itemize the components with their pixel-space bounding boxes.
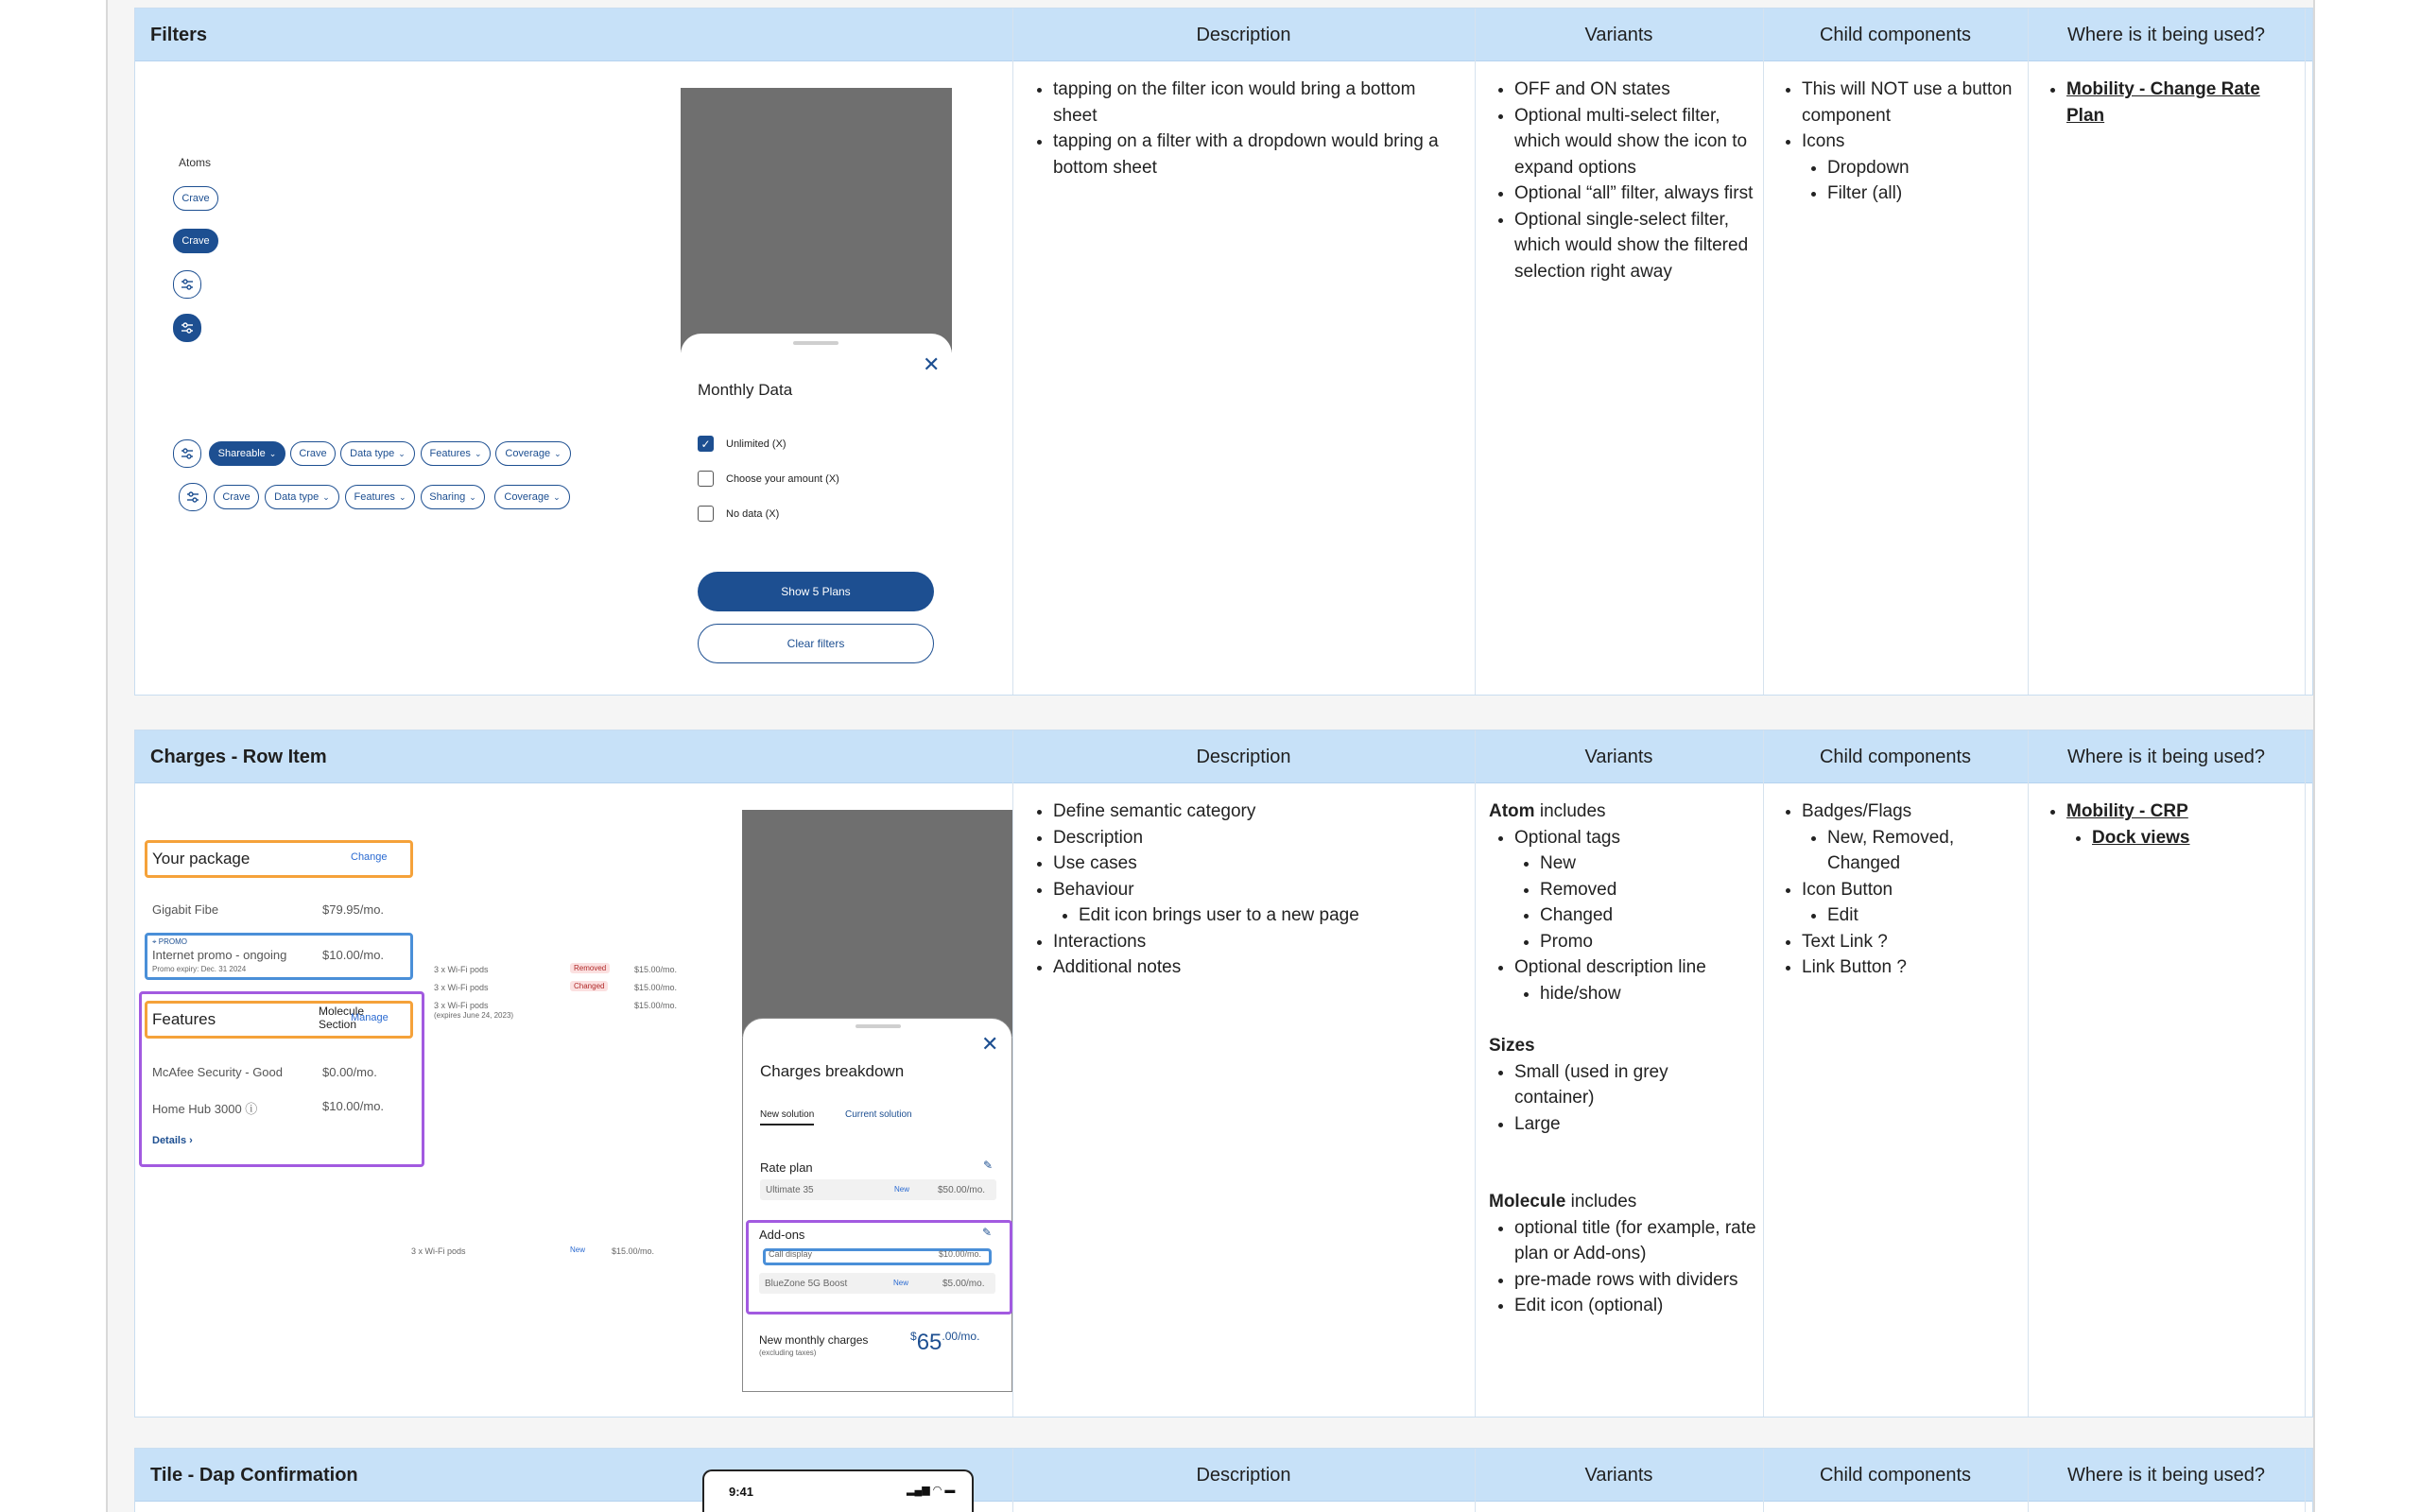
removed-tag: Removed [570, 963, 610, 973]
list-item: • Promo [1540, 929, 1754, 955]
list-item: • Small (used in grey container) [1514, 1059, 1678, 1111]
header-child-components: Child components [1819, 747, 1972, 767]
list-item-label: Badges/Flags [1802, 801, 1912, 821]
list-item: • New, Removed, Changed [1827, 825, 1969, 877]
list-item: • hide/show [1540, 981, 1754, 1007]
charges-where-used [2041, 799, 2296, 850]
list-item: • tapping on the filter icon would bring a bottom sheet [1053, 77, 1462, 129]
col-divider [1763, 9, 1764, 695]
list-item: • Edit icon brings user to a new page [1079, 902, 1462, 929]
atom-chip-off[interactable]: Crave [173, 186, 218, 211]
checkbox[interactable] [698, 471, 714, 487]
atom-chip-on[interactable]: Crave [173, 229, 218, 253]
changed-tag: Changed [570, 981, 608, 991]
promo-price: $10.00/mo. [322, 948, 385, 962]
list-item: • Use cases [1053, 850, 1462, 877]
features-title: Features [152, 1010, 216, 1028]
list-item-label: Optional description line [1514, 957, 1706, 977]
chevron-right-icon: › [189, 1135, 193, 1146]
col-divider [1763, 1449, 1764, 1512]
header-where-used: Where is it being used? [2066, 25, 2265, 45]
list-item: • Optional “all” filter, always first [1514, 180, 1754, 207]
list-item [1514, 825, 1754, 955]
sheet-title: Monthly Data [698, 381, 793, 399]
mini-row-price: $15.00/mo. [634, 965, 678, 974]
list-item-label: Icon Button [1802, 879, 1893, 900]
filter-chip-data-type[interactable] [340, 441, 415, 466]
total-note: (excluding taxes) [759, 1349, 817, 1357]
atom-filter-icon-on[interactable] [173, 314, 201, 342]
tile-title: Tile - Dap Confirmation [150, 1465, 358, 1486]
chevron-down-icon: ⌄ [268, 448, 277, 458]
list-item [1053, 877, 1462, 929]
chip-label: Crave [222, 491, 251, 503]
rate-plan-item: Ultimate 35 [766, 1185, 814, 1195]
filter-icon [185, 490, 200, 505]
list-item: • This will NOT use a button component [1802, 77, 2022, 129]
feature-price: $10.00/mo. [322, 1099, 385, 1113]
list-item: • Optional multi-select filter, which would show the icon to expand options [1514, 103, 1754, 181]
charges-header [135, 730, 2312, 783]
show-plans-button[interactable]: Show 5 Plans [698, 572, 934, 611]
atom-list [1489, 825, 1754, 1007]
feature-label: McAfee Security - Good [152, 1065, 283, 1079]
option-choose-amount[interactable] [698, 471, 839, 487]
feature-label [152, 1099, 257, 1117]
sheet-backdrop [742, 810, 1012, 1037]
list-item [2066, 799, 2296, 850]
mini-row-label: 3 x Wi-Fi pods [434, 1001, 489, 1010]
close-icon[interactable]: ✕ [981, 1032, 999, 1056]
addon-label: Call display [769, 1249, 813, 1259]
charges-child-components [1776, 799, 2022, 981]
rate-plan-label: Rate plan [760, 1160, 813, 1175]
filters-table [134, 8, 2313, 696]
filter-icon-button[interactable] [173, 439, 201, 468]
list-item: • Removed [1540, 877, 1754, 903]
where-used-link[interactable]: Mobility - CRP [2066, 801, 2188, 821]
list-item: • Description [1053, 825, 1462, 851]
header-where-used: Where is it being used? [2066, 1465, 2265, 1486]
promo-tag-label: PROMO [158, 937, 187, 946]
chevron-down-icon: ⌄ [398, 491, 406, 502]
total-amount [910, 1330, 979, 1356]
promo-label: Internet promo - ongoing [152, 948, 287, 962]
atom-filter-icon-off[interactable] [173, 270, 201, 299]
row-price: $79.95/mo. [322, 902, 385, 917]
filter-icon-button[interactable] [179, 483, 207, 511]
list-item: • pre-made rows with dividers [1514, 1267, 1758, 1294]
option-no-data[interactable] [698, 506, 779, 522]
filters-description [1028, 77, 1462, 180]
col-divider [2028, 9, 2029, 695]
option-label: Choose your amount (X) [726, 472, 839, 485]
chevron-down-icon: ⌄ [554, 448, 562, 458]
list-item [2066, 77, 2296, 129]
tile-table [134, 1448, 2313, 1512]
feature-name: Home Hub 3000 [152, 1102, 242, 1116]
chip-label: Crave [299, 448, 327, 459]
filters-header [135, 9, 2312, 61]
chip-label: Shareable [217, 448, 266, 459]
chip-label: Coverage [505, 448, 551, 459]
list-item: • Edit icon (optional) [1514, 1293, 1758, 1319]
filter-icon [180, 277, 195, 292]
filter-icon [180, 320, 195, 335]
change-link[interactable]: Change [351, 851, 388, 863]
filter-chip-shareable[interactable] [209, 441, 285, 466]
sizes-heading: Sizes [1489, 1036, 1535, 1056]
phone-time: 9:41 [729, 1485, 754, 1499]
list-item [2092, 825, 2296, 851]
tag-icon: ⌖ [152, 937, 157, 946]
edit-icon[interactable]: ✎ [983, 1159, 994, 1172]
list-item-label: Icons [1802, 131, 1845, 151]
col-divider [1475, 1449, 1476, 1512]
list-item-label: Behaviour [1053, 879, 1134, 900]
option-label: Unlimited (X) [726, 438, 786, 450]
filters-where-used [2041, 77, 2296, 129]
list-item: • Large [1514, 1111, 1678, 1138]
close-icon[interactable]: ✕ [923, 352, 941, 376]
addon-label: BlueZone 5G Boost [765, 1279, 848, 1289]
chip-label: Data type [274, 491, 320, 503]
sheet-backdrop [681, 88, 952, 352]
filter-chip-data-type[interactable] [265, 485, 339, 509]
package-title: Your package [152, 850, 251, 868]
new-tag: New [570, 1246, 586, 1254]
chip-label: Coverage [504, 491, 550, 503]
list-item: • Edit [1827, 902, 2022, 929]
filter-chip-coverage[interactable] [494, 485, 570, 509]
phone-mockup [702, 1469, 974, 1512]
edit-icon[interactable]: ✎ [982, 1226, 993, 1239]
col-divider [1763, 730, 1764, 1417]
tab-new-solution[interactable]: New solution [760, 1109, 814, 1125]
total-label: New monthly charges [759, 1333, 869, 1347]
addon-tag: New [893, 1279, 909, 1287]
list-item: • Interactions [1053, 929, 1462, 955]
molecule-list [1489, 1215, 1758, 1319]
list-item: • Changed [1540, 902, 1754, 929]
where-used-link[interactable]: Dock views [2092, 827, 2190, 848]
mini-row-label: 3 x Wi-Fi pods [434, 983, 489, 992]
chip-label: Sharing [429, 491, 466, 503]
col-divider [2305, 1449, 2306, 1512]
manage-link[interactable]: Manage [351, 1012, 389, 1023]
mini-row-price: $15.00/mo. [634, 1001, 678, 1010]
col-divider [2028, 730, 2029, 1417]
col-divider [1475, 9, 1476, 695]
chip-label: Features [429, 448, 471, 459]
header-child-components: Child components [1819, 25, 1972, 45]
info-icon[interactable]: ⓘ [245, 1102, 258, 1116]
list-item: • Additional notes [1053, 954, 1462, 981]
checkbox-checked[interactable]: ✓ [698, 436, 714, 452]
chevron-down-icon: ⌄ [398, 448, 406, 458]
list-item: • New [1540, 850, 1754, 877]
addons-label: Add-ons [759, 1228, 805, 1242]
filter-chip-features[interactable] [421, 441, 491, 466]
molecule-heading [1489, 1189, 1636, 1215]
sheet-handle[interactable] [856, 1024, 901, 1028]
details-link[interactable] [152, 1135, 193, 1146]
total-currency: $ [910, 1330, 917, 1343]
header-description: Description [1196, 1465, 1291, 1486]
molecule-label: Molecule Section [319, 1005, 365, 1031]
atom-bold: Atom [1489, 801, 1535, 821]
header-child-components: Child components [1819, 1465, 1972, 1486]
filter-chip-sharing[interactable] [421, 485, 485, 509]
status-bar-icons: ▂▄▆ ◠ ▬ [907, 1485, 956, 1496]
sizes-list [1489, 1059, 1678, 1138]
col-divider [2305, 730, 2306, 1417]
list-item: • OFF and ON states [1514, 77, 1754, 103]
where-used-link[interactable]: Mobility - Change Rate Plan [2066, 79, 2260, 126]
header-variants: Variants [1584, 25, 1653, 45]
left-rail [0, 0, 108, 1512]
details-label: Details [152, 1135, 187, 1146]
col-divider [2028, 1449, 2029, 1512]
monthly-data-sheet [681, 334, 952, 689]
list-item-label: Optional tags [1514, 827, 1620, 848]
filter-icon [180, 446, 195, 461]
tile-header [135, 1449, 2312, 1502]
chevron-down-icon: ⌄ [553, 491, 561, 502]
molecule-rest: includes [1565, 1192, 1637, 1211]
charges-description [1028, 799, 1462, 981]
list-item: • Link Button ? [1802, 954, 2022, 981]
rate-plan-tag: New [894, 1185, 910, 1194]
mini-row-label: 3 x Wi-Fi pods [434, 965, 489, 974]
total-main: 65 [916, 1330, 942, 1355]
right-rail [2313, 0, 2420, 1512]
filters-variants [1489, 77, 1754, 284]
list-item [1802, 799, 2022, 877]
option-unlimited[interactable] [698, 436, 786, 452]
mini-row-note: (expires June 24, 2023) [434, 1011, 514, 1020]
sheet-handle[interactable] [793, 341, 838, 345]
chevron-down-icon: ⌄ [474, 448, 482, 458]
chevron-down-icon: ⌄ [322, 491, 330, 502]
clear-filters-button[interactable]: Clear filters [698, 624, 934, 663]
filter-chip-crave[interactable] [214, 485, 259, 509]
option-label: No data (X) [726, 507, 780, 520]
list-item: • optional title (for example, rate plan or Add-ons) [1514, 1215, 1758, 1267]
col-divider [2305, 9, 2306, 695]
filter-chip-features[interactable] [345, 485, 415, 509]
molecule-bold: Molecule [1489, 1192, 1566, 1211]
atom-heading [1489, 799, 1606, 825]
col-divider [1012, 9, 1013, 695]
feature-price: $0.00/mo. [322, 1065, 377, 1079]
list-item: • Define semantic category [1053, 799, 1462, 825]
header-where-used: Where is it being used? [2066, 747, 2265, 767]
chip-label: Features [354, 491, 395, 503]
mini-row-price: $15.00/mo. [634, 983, 678, 992]
tab-current-solution[interactable]: Current solution [845, 1109, 912, 1120]
promo-expiry: Promo expiry: Dec. 31 2024 [152, 965, 247, 973]
list-item [1802, 129, 2022, 207]
header-description: Description [1196, 747, 1291, 767]
atoms-label: Atoms [179, 156, 212, 169]
list-item [1514, 954, 1754, 1006]
filters-child-components [1776, 77, 2022, 207]
filter-chip-coverage[interactable] [495, 441, 571, 466]
header-description: Description [1196, 25, 1291, 45]
atom-rest: includes [1534, 801, 1606, 821]
filters-title: Filters [150, 25, 208, 45]
promo-tag [152, 937, 187, 947]
charges-table [134, 730, 2313, 1418]
col-divider [1012, 730, 1013, 1417]
col-divider [1012, 1449, 1013, 1512]
mini-row-label: 3 x Wi-Fi pods [411, 1246, 466, 1256]
list-item: • tapping on a filter with a dropdown would bring a bottom sheet [1053, 129, 1462, 180]
list-item: • Optional single-select filter, which would show the filtered selection right away [1514, 207, 1754, 285]
list-item: • Dropdown [1827, 155, 2022, 181]
row-label: Gigabit Fibe [152, 902, 219, 917]
col-divider [1475, 730, 1476, 1417]
list-item [1802, 877, 2022, 929]
header-variants: Variants [1584, 747, 1653, 767]
list-item: • Text Link ? [1802, 929, 2022, 955]
rate-plan-price: $50.00/mo. [938, 1185, 986, 1195]
mini-row-price: $15.00/mo. [612, 1246, 655, 1256]
header-variants: Variants [1584, 1465, 1653, 1486]
list-item: • Filter (all) [1827, 180, 2022, 207]
chevron-down-icon: ⌄ [469, 491, 476, 502]
addon-price: $5.00/mo. [942, 1279, 985, 1289]
chip-label: Data type [350, 448, 395, 459]
filter-chip-crave[interactable] [290, 441, 336, 466]
breakdown-title: Charges breakdown [760, 1062, 905, 1080]
addon-price: $10.00/mo. [939, 1249, 982, 1259]
charges-title: Charges - Row Item [150, 747, 327, 767]
checkbox[interactable] [698, 506, 714, 522]
total-cents: .00/mo. [942, 1330, 980, 1343]
